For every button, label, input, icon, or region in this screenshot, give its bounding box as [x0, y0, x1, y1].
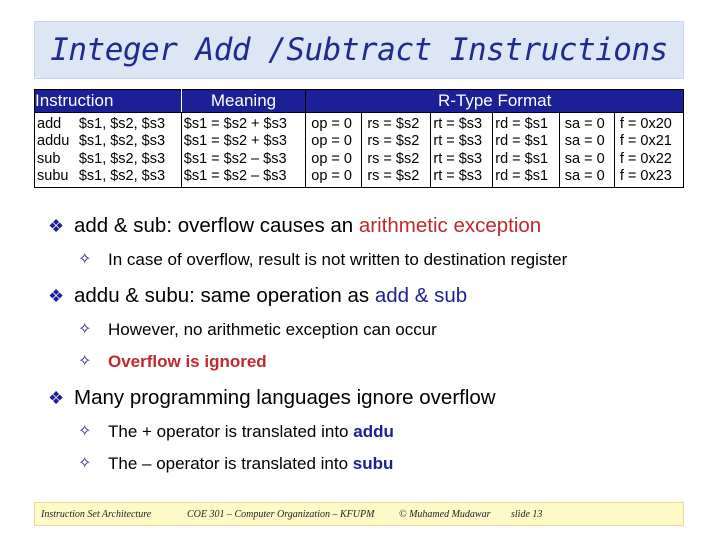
cell-rd-field: rd = $s1 — [493, 168, 560, 188]
sub-bullet-text: The – operator is translated into — [108, 454, 353, 473]
diamond-bullet-icon: ❖ — [48, 286, 65, 306]
slide-footer — [34, 502, 684, 526]
cell-op: subu — [37, 168, 69, 185]
bullet-languages — [50, 383, 690, 413]
instruction-table — [34, 89, 684, 188]
cell-rs-field: rs = $s2 — [362, 150, 431, 168]
table-row — [35, 113, 684, 133]
table-header-row — [35, 90, 684, 113]
bullet-text: add & sub: overflow causes an — [74, 214, 359, 237]
sub-bullet-text: Overflow is ignored — [108, 352, 267, 371]
sub-bullet-overflow-ignored — [50, 349, 690, 375]
cell-rt-field: rt = $s3 — [431, 113, 493, 133]
cell-op-field: op = 0 — [306, 133, 362, 151]
cell-meaning: $s1 = $s2 – $s3 — [181, 168, 306, 188]
cell-rs-field: rs = $s2 — [362, 113, 431, 133]
sub-bullet-text: The + operator is translated into — [108, 422, 354, 441]
title-banner — [34, 21, 684, 79]
cell-operands: $s1, $s2, $s3 — [77, 168, 181, 188]
cell-rd-field: rd = $s1 — [493, 133, 560, 151]
cell-sa-field: sa = 0 — [559, 113, 614, 133]
header-meaning: Meaning — [181, 90, 306, 113]
header-instruction: Instruction — [35, 90, 182, 113]
cell-rt-field: rt = $s3 — [431, 150, 493, 168]
footer-slide-number: slide 13 — [511, 509, 543, 520]
star-bullet-icon: ✧ — [78, 321, 92, 338]
sub-bullet-overflow-result — [50, 247, 690, 273]
footer-course-topic: Instruction Set Architecture — [41, 509, 152, 520]
cell-op-field: op = 0 — [306, 113, 362, 133]
cell-rs-field: rs = $s2 — [362, 168, 431, 188]
bullet-text: Many programming languages ignore overflow — [74, 386, 496, 409]
cell-operands: $s1, $s2, $s3 — [77, 133, 181, 151]
cell-operands: $s1, $s2, $s3 — [77, 113, 181, 133]
cell-meaning: $s1 = $s2 + $s3 — [181, 113, 306, 133]
bullet-highlight: add & sub — [374, 284, 468, 307]
cell-rt-field: rt = $s3 — [431, 133, 493, 151]
sub-bullet-highlight: subu — [352, 454, 394, 473]
cell-op-field: op = 0 — [306, 150, 362, 168]
cell-op: addu — [37, 133, 70, 150]
table-row — [35, 150, 684, 168]
cell-meaning: $s1 = $s2 + $s3 — [181, 133, 306, 151]
sub-bullet-text: However, no arithmetic exception can occur — [108, 320, 437, 339]
star-bullet-icon: ✧ — [78, 251, 92, 268]
footer-course-name: COE 301 – Computer Organization – KFUPM — [187, 509, 375, 520]
cell-rt-field: rt = $s3 — [431, 168, 493, 188]
cell-op: sub — [37, 150, 61, 167]
footer-author: © Muhamed Mudawar — [399, 509, 491, 520]
diamond-bullet-icon: ❖ — [48, 388, 65, 408]
cell-sa-field: sa = 0 — [559, 168, 614, 188]
sub-bullet-highlight: addu — [353, 422, 394, 441]
slide-title: Integer Add /Subtract Instructions — [50, 32, 668, 68]
cell-sa-field: sa = 0 — [559, 150, 614, 168]
cell-funct-field: f = 0x21 — [619, 133, 672, 150]
sub-bullet-plus-operator — [50, 419, 690, 445]
bullet-list — [50, 208, 690, 485]
cell-funct-field: f = 0x22 — [619, 150, 672, 167]
bullet-text: addu & subu: same operation as — [74, 284, 375, 307]
table-row — [35, 133, 684, 151]
sub-bullet-text: In case of overflow, result is not written to destination register — [108, 250, 568, 269]
cell-funct-field: f = 0x23 — [619, 168, 672, 185]
cell-operands: $s1, $s2, $s3 — [77, 150, 181, 168]
bullet-addu-subu — [50, 281, 690, 311]
star-bullet-icon: ✧ — [78, 455, 92, 472]
star-bullet-icon: ✧ — [78, 423, 92, 440]
cell-rd-field: rd = $s1 — [493, 113, 560, 133]
sub-bullet-no-exception — [50, 317, 690, 343]
cell-rs-field: rs = $s2 — [362, 133, 431, 151]
cell-op: add — [37, 115, 62, 132]
cell-meaning: $s1 = $s2 – $s3 — [181, 150, 306, 168]
sub-bullet-minus-operator — [50, 451, 690, 477]
header-format: R-Type Format — [306, 90, 684, 113]
star-bullet-icon: ✧ — [78, 353, 92, 370]
cell-op-field: op = 0 — [306, 168, 362, 188]
bullet-add-sub — [50, 211, 690, 241]
diamond-bullet-icon: ❖ — [48, 216, 65, 236]
table-row — [35, 168, 684, 188]
cell-funct-field: f = 0x20 — [619, 115, 672, 132]
cell-rd-field: rd = $s1 — [493, 150, 560, 168]
cell-sa-field: sa = 0 — [559, 133, 614, 151]
bullet-highlight: arithmetic exception — [358, 214, 542, 237]
